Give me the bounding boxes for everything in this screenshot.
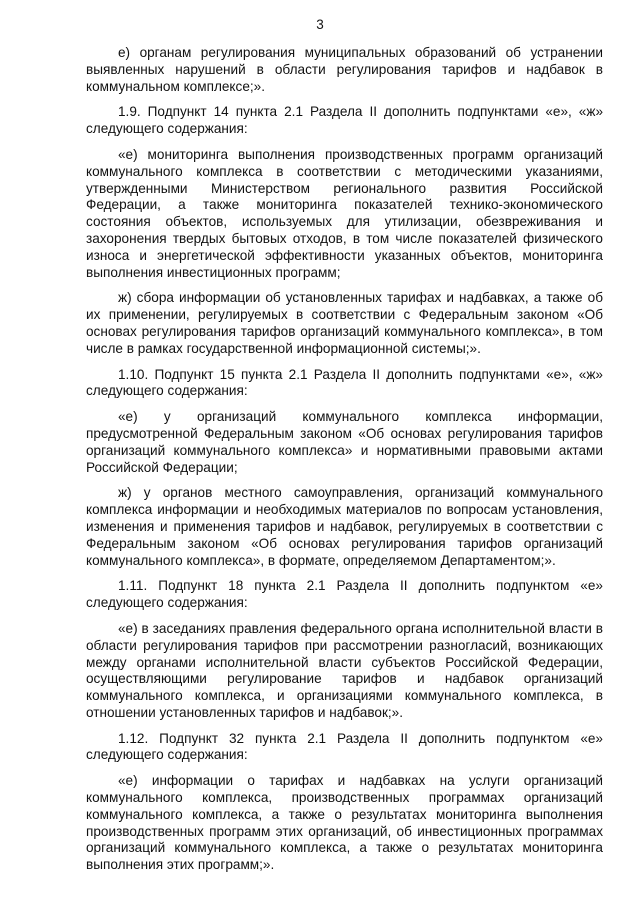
- paragraph-1-9-heading: 1.9. Подпункт 14 пункта 2.1 Раздела II дополнить подпунктами «е», «ж» следующего содержания:: [86, 104, 603, 137]
- paragraph-1-10-zh-local-government: ж) у органов местного самоуправления, организаций коммунального комплекса информации и необходимых материалов по вопросам установления, изменения и применения тарифов и надбавок, регулируемых в соответствии с Федеральным законом «Об основах регулирования тарифов организаций коммунального комплекса», в формате, определяемом Департаментом;».: [86, 485, 603, 568]
- paragraph-1-9-zh-information: ж) сбора информации об установленных тарифах и надбавках, а также об их применении, регулируемых в соответствии с Федеральным законом «Об основах регулирования тарифов организаций коммунального комплекса», в том числе в рамках государственной информационной системы;».: [86, 290, 603, 356]
- document-body: [86, 45, 603, 883]
- paragraph-1-12-e-tariff-information: «е) информации о тарифах и надбавках на услуги организаций коммунального комплекса, производственных программах организаций коммунального комплекса, а также о результатах мониторинга выполнения производственных программ этих организаций, об инвестиционных программах организаций коммунального комплекса, а также о результатах мониторинга выполнения этих программ;».: [86, 773, 603, 873]
- paragraph-1-11-heading: 1.11. Подпункт 18 пункта 2.1 Раздела II дополнить подпунктом «е» следующего содержания:: [86, 578, 603, 611]
- paragraph-1-10-e-organizations: «е) у организаций коммунального комплекса информации, предусмотренной Федеральным законом «Об основах регулирования тарифов организаций коммунального комплекса» и нормативными правовыми актами Российской Федерации;: [86, 409, 603, 475]
- paragraph-1-10-heading: 1.10. Подпункт 15 пункта 2.1 Раздела II дополнить подпунктами «е», «ж» следующего содержания:: [86, 366, 603, 399]
- paragraph-1-9-e-monitoring: «е) мониторинга выполнения производственных программ организаций коммунального комплекса в соответствии с методическими указаниями, утвержденными Министерством регионального развития Российской Федерации, а также мониторинга показателей технико-экономического состояния объектов, используемых для утилизации, обезвреживания и захоронения твердых бытовых отходов, в том числе показателей физического износа и энергетической эффективности указанных объектов, мониторинга выполнения инвестиционных программ;: [86, 146, 603, 280]
- page-number: 3: [316, 17, 324, 32]
- paragraph-1-12-heading: 1.12. Подпункт 32 пункта 2.1 Раздела II дополнить подпунктом «е» следующего содержания:: [86, 730, 603, 763]
- paragraph-1-11-e-meetings: «е) в заседаниях правления федерального органа исполнительной власти в области регулирования тарифов при рассмотрении разногласий, возникающих между органами исполнительной власти субъектов Российской Федерации, осуществляющими регулирование тарифов и надбавок организаций коммунального комплекса, и организациями коммунального комплекса, в отношении установленных тарифов и надбавок;».: [86, 620, 603, 720]
- paragraph-e-municipal-bodies: е) органам регулирования муниципальных образований об устранении выявленных нарушений в области регулирования тарифов и надбавок в коммунальном комплексе;».: [86, 45, 603, 94]
